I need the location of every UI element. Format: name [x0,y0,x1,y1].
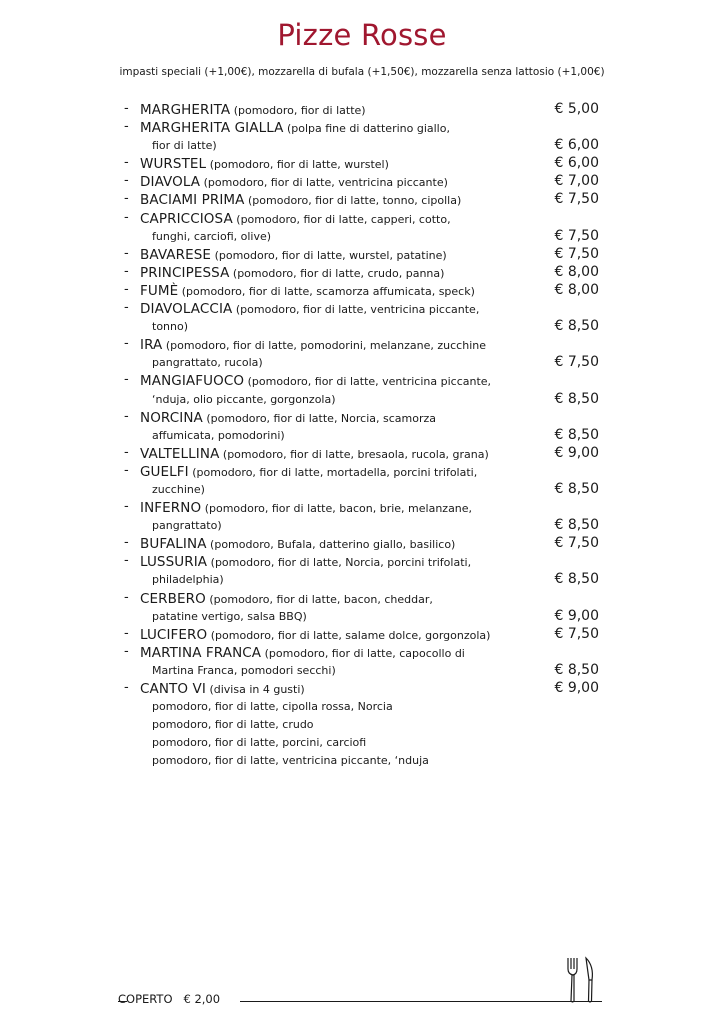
coperto [118,992,220,1006]
item-desc-continued: fior di latte) [152,139,217,153]
item-name: BUFALINA [140,536,207,553]
list-item-continuation [124,354,599,372]
gusto-text: pomodoro, fior di latte, crudo [152,718,314,732]
item-desc: (pomodoro, fior di latte, ventricina piccante) [203,176,448,190]
canto-gusto [124,698,599,716]
item-name: DIAVOLACCIA [140,301,233,318]
list-item [124,155,599,173]
dash: - [124,263,129,279]
item-price: € 7,50 [554,227,599,244]
list-item [124,463,599,481]
dash: - [124,462,129,478]
item-desc: (pomodoro, fior di latte, mortadella, porcini trifolati, [192,465,478,479]
list-item [124,409,599,427]
fork-knife-icon [564,956,598,1004]
list-item [124,644,599,662]
item-price: € 8,50 [554,661,599,678]
list-item-continuation [124,662,599,680]
dash: - [124,119,129,135]
item-price: € 7,50 [554,191,599,208]
dash: - [124,680,129,695]
dash: - [124,553,129,569]
item-name: INFERNO [140,500,202,517]
item-price: € 9,00 [554,680,599,696]
item-desc: (pomodoro, fior di latte, wurstel) [209,158,389,172]
item-desc: (pomodoro, fior di latte, scamorza affumicata, speck) [181,284,475,298]
dash: - [124,408,129,424]
item-name: IRA [140,337,163,354]
list-item-continuation [124,228,599,246]
item-desc-continued: pangrattato, rucola) [152,356,263,370]
item-name: LUSSURIA [140,554,208,571]
menu-list [124,101,599,770]
list-item [124,119,599,137]
item-desc-continued: ‘nduja, olio piccante, gorgonzola) [152,392,336,406]
gusto-text: pomodoro, fior di latte, ventricina piccante, ‘nduja [152,754,429,768]
dash: - [124,209,129,225]
dash: - [124,589,129,605]
item-price: € 8,50 [554,390,599,407]
item-desc: (pomodoro, fior di latte, tonno, cipolla) [248,194,462,208]
item-desc: (pomodoro, fior di latte, bresaola, rucola, grana) [222,447,489,461]
dash: - [124,372,129,388]
item-price: € 8,00 [554,281,599,298]
list-item [124,282,599,300]
item-price: € 7,00 [554,173,599,190]
dash: - [124,191,129,207]
coperto-label: COPERTO [118,992,173,1006]
gusto-text: pomodoro, fior di latte, cipolla rossa, Norcia [152,700,393,714]
item-price: € 5,00 [554,101,599,117]
item-desc: (pomodoro, fior di latte) [233,104,366,117]
item-price: € 9,00 [554,607,599,624]
item-desc: (pomodoro, fior di latte, capocollo di [264,646,465,660]
list-item [124,246,599,264]
list-item [124,626,599,644]
dash: - [124,336,129,352]
item-name: VALTELLINA [140,445,220,462]
item-desc: (pomodoro, fior di latte, wurstel, patatine) [214,248,447,262]
item-name: CAPRICCIOSA [140,210,233,227]
item-desc: (pomodoro, fior di latte, salame dolce, gorgonzola) [210,628,491,642]
item-name: MARGHERITA GIALLA [140,120,284,137]
item-desc: (pomodoro, fior di latte, bacon, cheddar, [209,592,433,606]
item-desc-continued: affumicata, pomodorini) [152,428,285,442]
list-item [124,499,599,517]
item-price: € 6,00 [554,155,599,172]
dash: - [124,155,129,171]
item-desc: (polpa fine di datterino giallo, [286,122,450,136]
item-desc-continued: philadelphia) [152,573,224,587]
item-name: CERBERO [140,590,206,607]
item-desc-continued: Martina Franca, pomodori secchi) [152,663,336,677]
item-price: € 8,50 [554,571,599,588]
list-item [124,173,599,191]
item-name: WURSTEL [140,156,207,173]
dash: - [124,499,129,515]
item-desc: (pomodoro, fior di latte, crudo, panna) [232,266,445,280]
list-item [124,680,599,698]
list-item [124,210,599,228]
item-desc-continued: zucchine) [152,482,205,496]
list-item-continuation [124,391,599,409]
item-name: FUMÈ [140,282,179,299]
item-desc: (pomodoro, fior di latte, pomodorini, melanzane, zucchine [165,339,486,353]
list-item-continuation [124,517,599,535]
item-price: € 7,50 [554,535,599,552]
list-item [124,191,599,209]
item-name: MANGIAFUOCO [140,373,245,390]
item-desc: (pomodoro, Bufala, datterino giallo, basilico) [210,538,456,552]
list-item [124,300,599,318]
dash: - [124,625,129,641]
item-desc: (pomodoro, fior di latte, bacon, brie, melanzane, [204,502,473,516]
dash: - [124,535,129,551]
item-desc-continued: pangrattato) [152,519,222,533]
canto-gusto [124,716,599,734]
item-desc-continued: tonno) [152,320,189,334]
subtitle: impasti speciali (+1,00€), mozzarella di bufala (+1,50€), mozzarella senza lattosio (+1,00€) [119,66,605,78]
item-price: € 9,00 [554,444,599,461]
item-desc: (pomodoro, fior di latte, ventricina piccante, [235,303,480,317]
list-item-continuation [124,137,599,155]
gusto-text: pomodoro, fior di latte, porcini, carciofi [152,736,367,750]
item-desc-continued: patatine vertigo, salsa BBQ) [152,609,307,623]
list-item-continuation [124,608,599,626]
list-item [124,445,599,463]
item-name: DIAVOLA [140,174,201,191]
item-desc: (pomodoro, fior di latte, capperi, cotto, [236,212,451,226]
list-item-continuation [124,318,599,336]
item-name: CANTO VI [140,681,206,697]
item-desc-continued: funghi, carciofi, olive) [152,229,272,243]
list-item [124,590,599,608]
item-price: € 8,50 [554,318,599,335]
canto-gusto [124,752,599,770]
list-item [124,101,599,119]
canto-gusto [124,734,599,752]
item-name: GUELFI [140,463,189,480]
list-item-continuation [124,481,599,499]
item-price: € 7,50 [554,354,599,371]
item-desc: (pomodoro, fior di latte, Norcia, scamorza [206,411,437,425]
item-name: BAVARESE [140,246,212,263]
list-item [124,372,599,390]
item-name: MARTINA FRANCA [140,644,262,661]
item-name: LUCIFERO [140,626,208,643]
item-desc: (pomodoro, fior di latte, Norcia, porcini trifolati, [210,556,472,570]
item-desc: (divisa in 4 gusti) [209,683,305,696]
dash: - [124,245,129,261]
item-name: BACIAMI PRIMA [140,192,245,209]
item-price: € 8,00 [554,263,599,280]
dash: - [124,101,129,116]
list-item [124,535,599,553]
dash: - [124,300,129,316]
list-item [124,264,599,282]
list-item [124,553,599,571]
item-name: MARGHERITA [140,102,231,118]
dash: - [124,173,129,189]
page-title: Pizze Rosse [277,18,447,52]
item-price: € 6,00 [554,137,599,154]
coperto-price: € 2,00 [183,992,221,1006]
item-desc: (pomodoro, fior di latte, ventricina piccante, [247,375,492,389]
item-price: € 8,50 [554,426,599,443]
dash: - [124,643,129,659]
dash: - [124,281,129,297]
list-item [124,336,599,354]
dash: - [124,444,129,460]
item-price: € 7,50 [554,245,599,262]
item-price: € 8,50 [554,517,599,534]
item-name: PRINCIPESSA [140,264,230,281]
list-item-continuation [124,427,599,445]
list-item-continuation [124,571,599,589]
item-price: € 7,50 [554,625,599,642]
footer-rule-right [240,1001,602,1002]
item-name: NORCINA [140,409,203,426]
item-price: € 8,50 [554,480,599,497]
